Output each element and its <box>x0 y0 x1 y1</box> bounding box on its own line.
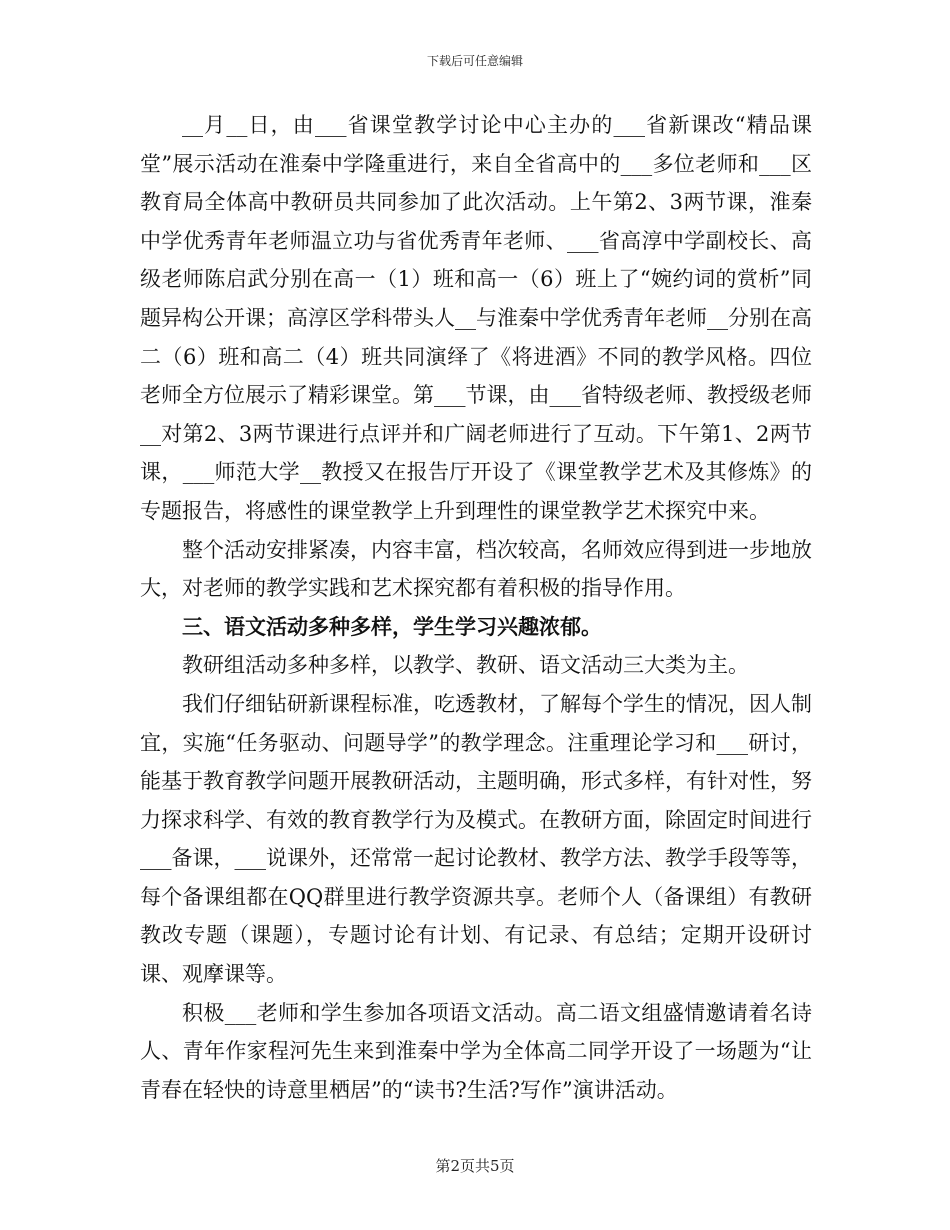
paragraph-event-report: __月__日，由___省课堂教学讨论中心主办的___省新课改“精品课堂”展示活动在淮秦中学隆重进行，来自全省高中的___多位老师和___区教育局全体高中教研员共同参加了此次活动。上午第2、3两节课，淮秦中学优秀青年老师温立功与省优秀青年老师、___省高淳中学副校长、高级老师陈启武分别在高一（1）班和高一（6）班上了“婉约词的赏析”同题异构公开课；高淳区学科带头人__与淮秦中学优秀青年老师__分别在高二（6）班和高二（4）班共同演绎了《将进酒》不同的教学风格。四位老师全方位展示了精彩课堂。第___节课，由___省特级老师、教授级老师__对第2、3两节课进行点评并和广阔老师进行了互动。下午第1、2两节课，___师范大学__教授又在报告厅开设了《课堂教学艺术及其修炼》的专题报告，将感性的课堂教学上升到理性的课堂教学艺术探究中来。 <box>140 113 812 523</box>
paragraph-teaching-research: 我们仔细钻研新课程标准，吃透教材，了解每个学生的情况，因人制宜，实施“任务驱动、问题导学”的教学理念。注重理论学习和___研讨，能基于教育教学问题开展教研活动，主题明确，形式多样，有针对性，努力探求科学、有效的教育教学行为及模式。在教研方面，除固定时间进行___备课，___说课外，还常常一起讨论教材、教学方法、教学手段等等，每个备课组都在QQ群里进行教学资源共享。老师个人（备课组）有教研教改专题（课题），专题讨论有计划、有记录、有总结；定期开设研讨课、观摩课等。 <box>140 691 812 987</box>
page-footer: 第2页共5页 <box>435 1157 515 1175</box>
paragraph-activities-intro: 教研组活动多种多样，以教学、教研、语文活动三大类为主。 <box>182 653 749 678</box>
document-body <box>140 106 812 1109</box>
page-header: 下载后可任意编辑 <box>426 54 523 68</box>
paragraph-summary: 整个活动安排紧凑，内容丰富，档次较高，名师效应得到进一步地放大，对老师的教学实践和艺术探究都有着积极的指导作用。 <box>140 537 812 601</box>
paragraph-chinese-activities: 积极___老师和学生参加各项语文活动。高二语文组盛情邀请着名诗人、青年作家程河先生来到淮秦中学为全体高二同学开设了一场题为“让青春在轻快的诗意里栖居”的“读书?生活?写作”演讲活动。 <box>140 1000 812 1102</box>
section-heading-3: 三、语文活动多种多样，学生学习兴趣浓郁。 <box>182 613 602 639</box>
